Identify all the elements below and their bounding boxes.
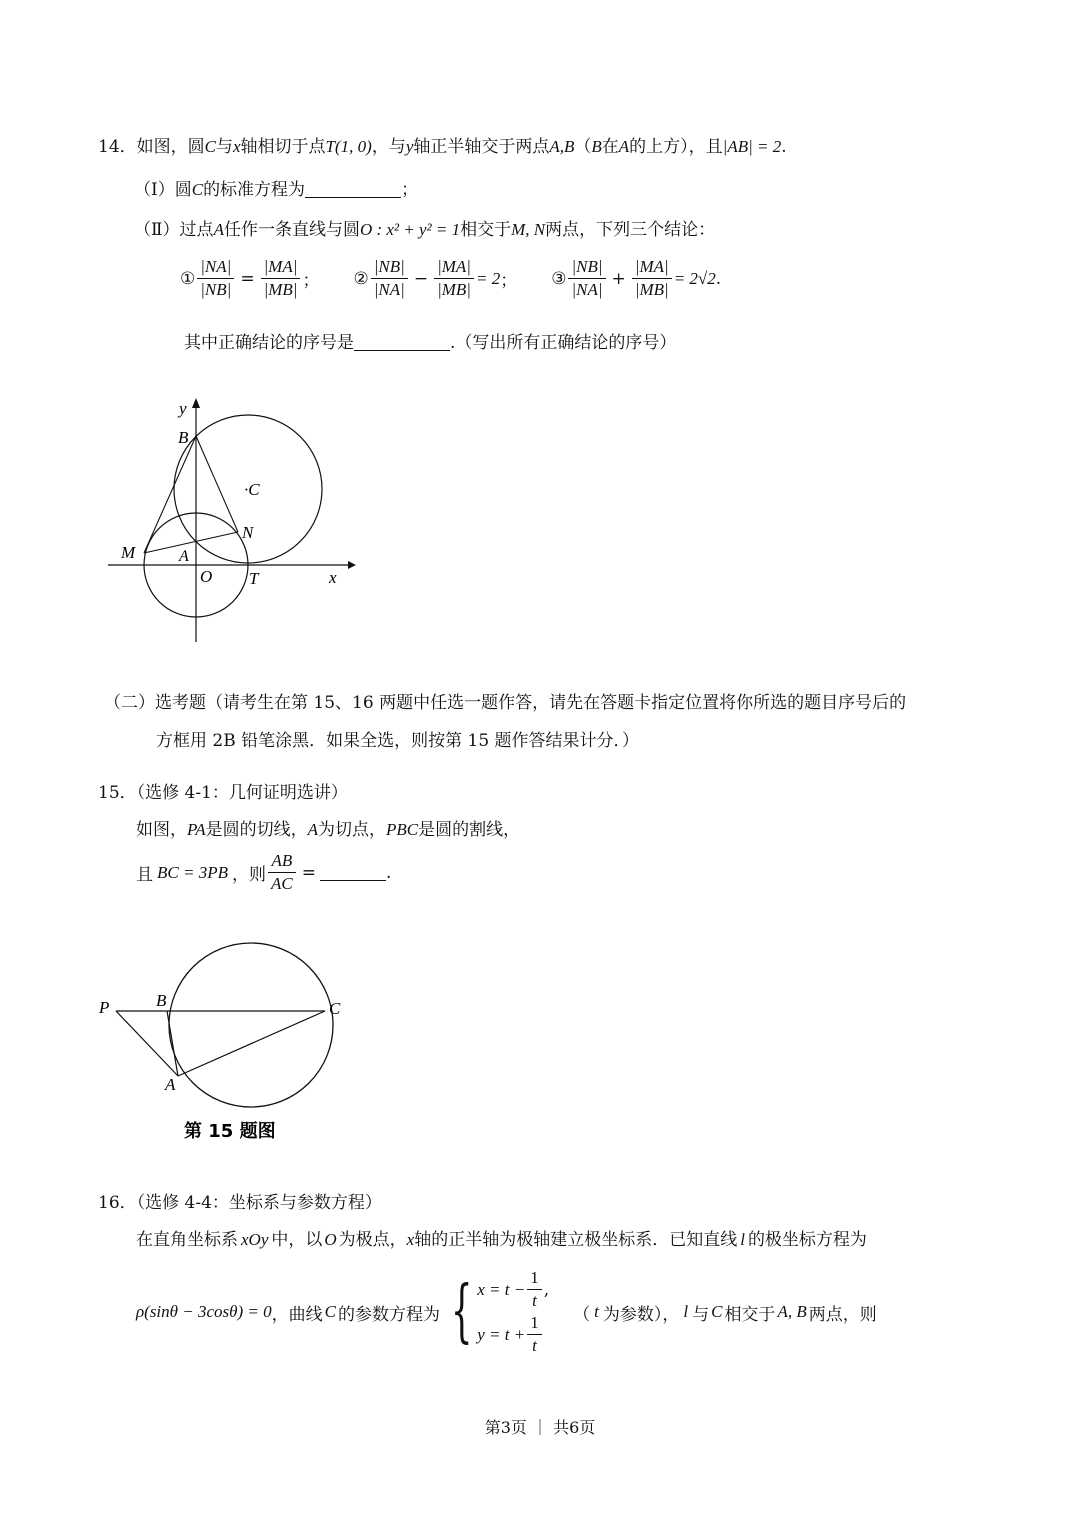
segment-mn xyxy=(144,532,238,553)
label-b: B xyxy=(156,991,167,1010)
label-o: O xyxy=(200,567,213,586)
label-p: P xyxy=(99,998,110,1017)
section2-line2: 方框用 2B 铅笔涂黑．如果全选，则按第 15 题作答结果计分．） xyxy=(156,731,640,751)
label-a: A xyxy=(165,1075,176,1094)
label-c: C xyxy=(329,999,341,1018)
q15-title: 15．（选修 4-1：几何证明选讲） xyxy=(98,783,348,803)
system-row-x: x = t − $\frac{1}{t}$ , xyxy=(477,1268,550,1310)
label-c: ·C xyxy=(244,480,260,499)
label-t: T xyxy=(249,569,259,588)
figure-caption: 第 15 题图 xyxy=(184,1121,276,1142)
q14-conclusions xyxy=(180,256,721,301)
figure-q15 xyxy=(96,940,356,1145)
x-axis-arrow xyxy=(348,561,356,569)
q14-stem: 14．如图，圆C与x轴相切于点T(1, 0)，与y轴正半轴交于两点A,B（B在A的上方），且|AB| = 2. xyxy=(98,137,787,157)
label-b: B xyxy=(178,428,189,447)
answer-blank-3 xyxy=(320,864,386,881)
label-x: x xyxy=(329,568,337,587)
conclusion-2: ② $\frac{|NB|}{|NA|}$ − $\frac{|MA|}{|MB|}$ = 2 ； xyxy=(353,257,518,299)
conclusion-1: ① $\frac{|NA|}{|NB|}$ = $\frac{|MA|}{|MB|}$ ； xyxy=(180,257,320,299)
label-n: N xyxy=(242,523,254,542)
label-m: M xyxy=(121,543,136,562)
answer-blank-1 xyxy=(305,181,401,198)
q14-part2: （Ⅱ）过点A任作一条直线与圆O : x² + y² = 1相交于M, N两点，下列三个结论： xyxy=(134,220,716,240)
section2-line1: （二）选考题（请考生在第 15、16 两题中任选一题作答，请先在答题卡指定位置将你所选的题目序号后的 xyxy=(104,693,907,713)
system-brace: { xyxy=(450,1272,473,1351)
y-axis-arrow xyxy=(192,398,200,408)
chord-ac xyxy=(178,1011,325,1076)
segment-bm xyxy=(144,436,196,553)
q16-line2: ρ(sinθ − 3cosθ) = 0 ，曲线 C 的参数方程为 { x = t − $\frac{1}{t}$ , y = t + $\frac{1}{t}$ （ t 为参数）， l 与 C 相交于 A, B 两点，则 xyxy=(136,1268,877,1355)
system-row-y: y = t + $\frac{1}{t}$ xyxy=(477,1312,549,1357)
label-y: y xyxy=(179,399,187,418)
q15-line1: 如图，PA是圆的切线，A为切点，PBC是圆的割线， xyxy=(136,820,521,840)
circle xyxy=(169,943,333,1107)
q14-answer-line: 其中正确结论的序号是 .（写出所有正确结论的序号） xyxy=(184,333,677,353)
label-a: A xyxy=(179,548,189,565)
q14-part1: （Ⅰ）圆C的标准方程为 ； xyxy=(134,180,419,200)
q15-fraction: $\frac{AB}{AC}$ xyxy=(268,850,296,895)
figure-q14 xyxy=(108,392,358,647)
q16-title: 16．（选修 4-4：坐标系与参数方程） xyxy=(98,1193,382,1213)
page-footer: 第3页 ｜ 共6页 xyxy=(484,1418,596,1437)
q16-line1: 在直角坐标系 xOy 中，以 O 为极点，x轴的正半轴为极轴建立极坐标系．已知直线 l 的极坐标方程为 xyxy=(136,1230,867,1250)
parametric-system xyxy=(477,1267,549,1357)
conclusion-3: ③ $\frac{|NB|}{|NA|}$ + $\frac{|MA|}{|MB|}$ = 2√2 . xyxy=(551,257,722,299)
q15-line2: 且 BC = 3PB ，则 $\frac{AB}{AC}$ = . xyxy=(136,851,392,893)
answer-blank-2 xyxy=(354,334,450,351)
